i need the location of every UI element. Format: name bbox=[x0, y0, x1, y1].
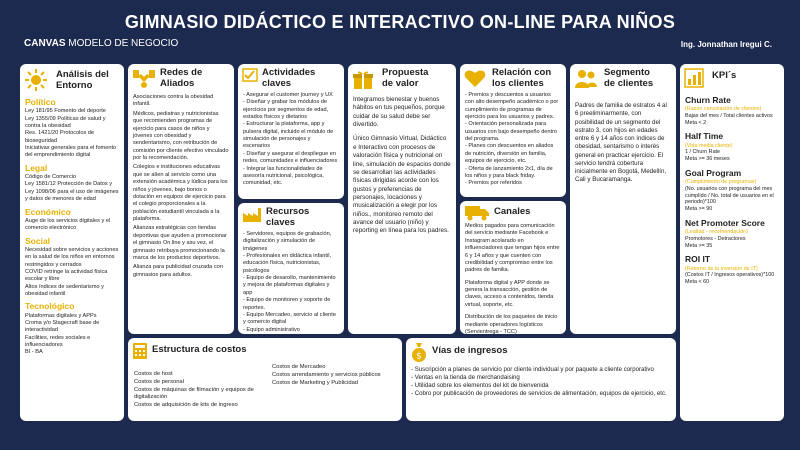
entorno-title-1: Análisis del bbox=[56, 69, 109, 80]
kpi-formula: (Cumplimiento de programas) bbox=[685, 179, 757, 186]
segmento-title-1: Segmento bbox=[604, 67, 650, 78]
relacion-title-2: los clientes bbox=[492, 77, 544, 89]
aliados-text bbox=[128, 92, 234, 283]
propuesta-paragraph: Integramos bienestar y buenos hábitos en tus pequeños, porque cuidar de su salud debe ser divertido. bbox=[353, 96, 445, 129]
canales-paragraph: Distribución de los paquetes de inicio mediante operadores logísticos (Servientrega - TCC) bbox=[465, 314, 558, 334]
kpi-detail: (No. usuarios con programa del mes cumplido / No. total de usuarios en el periodo)*100 Meta >= 90 bbox=[685, 185, 774, 213]
entorno-section-title: Económico bbox=[25, 206, 71, 217]
card-entorno bbox=[20, 64, 124, 421]
ingresos-title: Vías de ingresos bbox=[432, 345, 508, 356]
relacion-list bbox=[460, 92, 566, 190]
card-aliados bbox=[128, 64, 234, 334]
actividades-item: - Estructurar la plataforma, app y pulsera digital, incluido el módulo de simulación de personajes y escenarios bbox=[243, 121, 334, 150]
page-title: GIMNASIO DIDÁCTICO E INTERACTIVO ON-LINE PARA NIÑOS bbox=[124, 12, 676, 32]
propuesta-title-2: de valor bbox=[382, 77, 419, 89]
ingresos-item: - Utilidad sobre los elementos del kit de bienvenida bbox=[411, 382, 549, 390]
card-propuesta bbox=[348, 64, 456, 334]
card-kpis bbox=[680, 64, 784, 421]
subtitle bbox=[24, 38, 178, 49]
entorno-title-2: Entorno bbox=[56, 79, 93, 91]
aliados-paragraph: Colegios e instituciones educativas que se alíen al servicio como una extensión académica y lúdica para los niños y jóvenes, bajo bonos o dotación en equipos de ejercicio para el colegio proporcionales a la población estudiantil vinculada a la plataforma. bbox=[133, 164, 228, 222]
kpi-name: Churn Rate bbox=[685, 95, 731, 105]
factory-icon bbox=[242, 207, 262, 223]
recursos-item: - Equipo de desarollo, mantenimiento y mejora de plataformas digitales y app bbox=[243, 275, 336, 296]
card-segmento bbox=[570, 64, 676, 334]
heart-icon bbox=[464, 68, 486, 88]
actividades-title: Actividades claves bbox=[262, 67, 316, 89]
segmento-title-2: de clientes bbox=[604, 77, 654, 89]
kpi-formula: (Retorno de la inversión de IT) bbox=[685, 265, 758, 272]
propuesta-title-1: Propuesta bbox=[382, 67, 429, 78]
segmento-text: Padres de familia de estratos 4 al 6 preeliminarmente, con posibilidad de un segmento del estrato 3, con hijos en edades entre 6 y 14 años con índices de obesidad, sentarismo o interés general en practicar ejercicio. El servicio tendrá cobertura inicialmente en Bogotá, Medellín, Cali y Bucaramanga. bbox=[575, 102, 667, 184]
author-name: Ing. Jonnathan Iregui C. bbox=[680, 40, 772, 49]
kpis-list bbox=[680, 95, 784, 288]
recursos-item: - Equipo administrativo bbox=[243, 326, 300, 333]
recursos-item: - Servidores, equipos de grabación, digitalización y simulación de imágenes bbox=[243, 230, 332, 252]
entorno-section-title: Tecnológico bbox=[25, 301, 75, 312]
entorno-section-text: Ley 181/95 Fomento del deporte Ley 1355/09 Políticas de salud y contra la obesidad Res. 1421/20 Protocolos de bioseguridad Iniciativas generales para el fomento del emprendimiento digital bbox=[25, 108, 117, 159]
recursos-item: - Profesionales en didáctica infantil, educación física, nutricionistas, psicólogos bbox=[243, 252, 331, 274]
actividades-list bbox=[238, 92, 344, 190]
kpi-formula: (Lealtad - recomendación) bbox=[685, 229, 748, 236]
card-costos bbox=[128, 338, 402, 421]
kpi-formula: (Razón cancelación de clientes) bbox=[685, 106, 762, 113]
relacion-item: - Planes con descuentos en aliados de nutrición, diversión en familia, equipos de ejercicio, etc. bbox=[465, 143, 554, 165]
relacion-item: - Premios por referidos bbox=[465, 180, 522, 187]
aliados-paragraph: Asociaciones contra la obesidad infantil. bbox=[133, 94, 214, 108]
money-bag-icon bbox=[410, 342, 428, 362]
aliados-title-2: Aliados bbox=[160, 77, 195, 89]
card-relacion bbox=[460, 64, 566, 197]
relacion-item: - Premios y descuentos a usuarios con alto desempeño académico o por cumplimiento de programas de ejercicio para los usuarios y padres. bbox=[465, 91, 559, 120]
card-ingresos bbox=[406, 338, 676, 421]
kpi-name: Half Time bbox=[685, 131, 724, 142]
kpis-title: KPI´s bbox=[712, 70, 737, 81]
recursos-item: - Equipo Mercadeo, servicio al cliente y comercio digital bbox=[243, 311, 336, 326]
kpi-detail: Bajas del mes / Total clientes activos Meta < 2 bbox=[685, 112, 773, 126]
card-actividades bbox=[238, 64, 344, 199]
entorno-section-text: Código de Comercio Ley 1581/12 Protección de Datos y Ley 1098/06 para el uso de imágenes y datos de menores de edad bbox=[25, 174, 119, 203]
partners-icon bbox=[132, 68, 156, 90]
kpi-name: ROI IT bbox=[685, 254, 711, 265]
aliados-paragraph: Médicos, pediatras y nutricionistas que recomienden programas de ejercicio para casos de niños y jóvenes con obesidad y sendentarismo, con retribución de comisión por cliente efectivo vinculado por la recomendación. bbox=[133, 110, 229, 161]
recursos-item: - Equipo de monitoreo y soporte de reportes. bbox=[243, 297, 331, 311]
canales-paragraph: Medios pagados para comunicación del servicio mediante Facebook e Instagram acolarado en influenciadores que tengan hijos entre 6 y 14 años y que cuenten con credibilidad y compromiso entre los padres de familia. bbox=[465, 223, 560, 274]
propuesta-paragraph: Único Gimnasio Virtual, Didáctico e Interactivo con procesos de valoración física y nutricional on line, simulación de espacios donde se desarrollan las actividades físicas dirigidas acorde con los gustos y preferencias de personajes, locaciones y musicalización a elegir por los niños., monitoreo remoto del avance del usuario (niño) y reporting en línea para los padres. bbox=[353, 135, 451, 235]
entorno-section-text: Auge de los servicios digitales y el comercio electrónico bbox=[25, 217, 111, 232]
kpi-detail: Promotores - Detractores Meta >= 35 bbox=[685, 235, 746, 249]
ingresos-item: - Ventas en la tienda de merchandaising bbox=[411, 374, 520, 382]
checklist-icon bbox=[242, 68, 258, 82]
costos-col-1: Costos de host Costos de personal Costos de máquinas de filmación y equipos de digitalización Costos de adquisición de kits de ingreso bbox=[134, 371, 254, 409]
relacion-title-1: Relación con bbox=[492, 67, 552, 78]
costos-title: Estructura de costos bbox=[152, 344, 247, 355]
kpi-name: Goal Program bbox=[685, 167, 742, 178]
ingresos-item: - Suscripción a planes de servicio por cliente individual y por paquete a cliente corporativo bbox=[411, 366, 654, 373]
entorno-sections bbox=[20, 97, 124, 359]
card-recursos bbox=[238, 203, 344, 334]
entorno-section-title: Político bbox=[25, 97, 56, 107]
relacion-item: - Oferta de lanzamiento 2x1, día de los niños y para black friday. bbox=[465, 165, 553, 179]
costos-col-2: Costos de Mercadeo Costos arrendamiento y servicios públicos Costos de Marketing y Publicidad bbox=[272, 364, 381, 386]
actividades-item: - Integrar las funcionalidades de asesoría nutricional, psicológica, comunidad, etc. bbox=[243, 165, 324, 187]
truck-icon bbox=[464, 205, 490, 221]
recursos-title: Recursos claves bbox=[266, 206, 310, 228]
canvas-word: CANVAS bbox=[24, 38, 66, 49]
entorno-section-text: Plataformas digitales y APPs Croma y/o Stagecraft base de interactividad Facilities, redes sociales e influenciadores BI - BA bbox=[25, 312, 100, 356]
ingresos-list bbox=[406, 364, 676, 400]
gift-icon bbox=[352, 68, 374, 90]
entorno-section-title: Social bbox=[25, 235, 51, 246]
entorno-section-text: Necesidad sobre servicios y acciones en la salud de los niños en entornos restringidos y cerrados COVID retringe la actividad física escolar y libre Altos índices de sedentarismo y obesidad infantil bbox=[25, 246, 119, 297]
actividades-item: - Asegurar el customer journey y UX bbox=[243, 91, 333, 98]
propuesta-text bbox=[348, 92, 456, 244]
kpi-detail: 1 / Churn Rate Meta >= 36 meses bbox=[685, 149, 730, 163]
kpi-detail: (Costos IT / Ingresos operativos)*100 Meta < 60 bbox=[685, 272, 775, 286]
aliados-paragraph: Alianzas estratégicas con tiendas deportivas que ayuden a promocionar el gimnasio On line y asu vez, el gimnasio retribuya promocionando la marca de los productos deportivos. bbox=[133, 225, 227, 261]
actividades-item: - Diseñar y asegurar el despliegue en redes, comunidades e influenciadores bbox=[243, 150, 338, 165]
kpi-formula: (Vida media cliente) bbox=[685, 142, 733, 149]
actividades-item: - Diseñar y grabar los módulos de ejercicios por segmentos de edad, estados físicos y dietarios bbox=[243, 99, 329, 120]
aliados-title-1: Redes de bbox=[160, 67, 203, 78]
sun-icon bbox=[24, 68, 48, 92]
users-icon bbox=[574, 68, 598, 90]
ingresos-item: - Cobro por publicación de proveedores de servicios de alimentación, equipos de ejercicio, etc. bbox=[411, 390, 667, 398]
canvas-rest: MODELO DE NEGOCIO bbox=[65, 38, 179, 49]
aliados-paragraph: Alianza para publicidad cruzada con gimnasios para adultos. bbox=[133, 264, 223, 278]
relacion-item: - Orientación personalizada para usuarios con bajo desempeño dentro del programa. bbox=[465, 121, 558, 143]
recursos-list bbox=[238, 231, 344, 334]
chart-icon bbox=[684, 68, 704, 88]
canales-text bbox=[460, 223, 566, 334]
canales-title: Canales bbox=[494, 206, 531, 217]
kpi-name: Net Promoter Score bbox=[685, 217, 765, 228]
canales-paragraph: Plataforma digital y APP donde se genera la transacción, gestión de claves, acceso a contenidos, tienda virtual, soporte, etc. bbox=[465, 279, 554, 308]
entorno-section-title: Legal bbox=[25, 162, 48, 173]
calculator-icon bbox=[132, 342, 148, 360]
svg-text:$: $ bbox=[416, 351, 422, 362]
card-canales bbox=[460, 201, 566, 334]
